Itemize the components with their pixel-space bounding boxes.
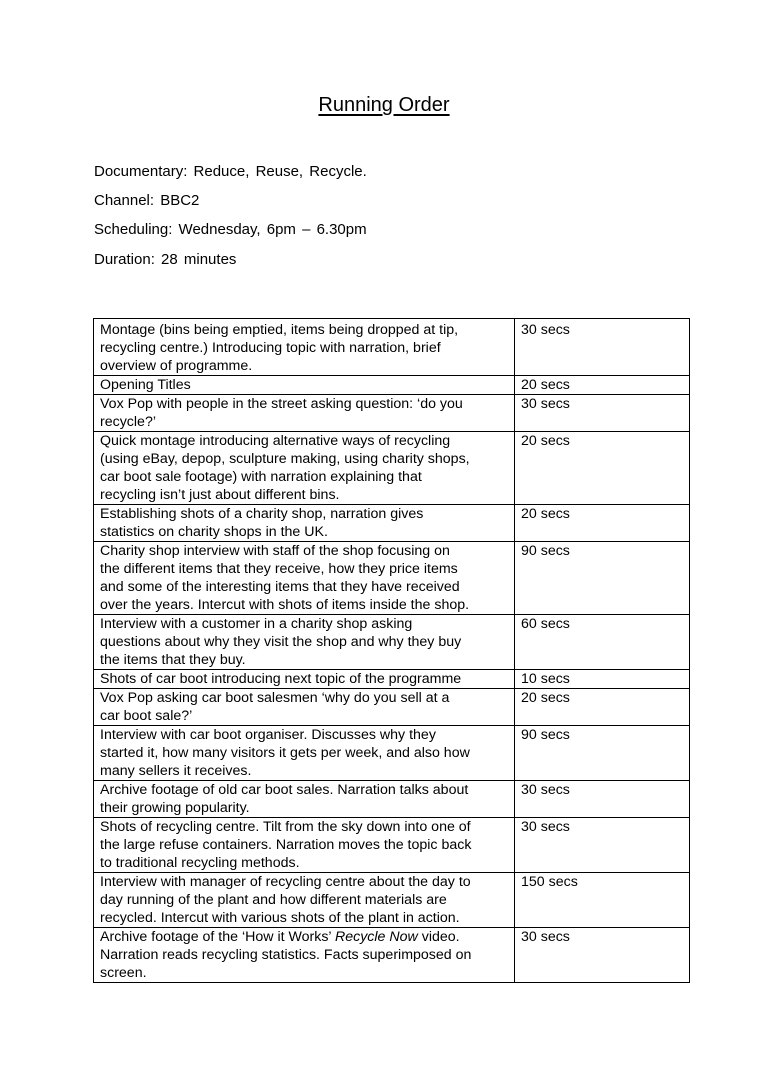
video-title: Recycle Now	[334, 929, 418, 945]
description-line: Archive footage of old car boot sales. Narration talks about	[100, 782, 469, 798]
table-row	[94, 432, 690, 505]
description-line: recycled. Intercut with various shots of the plant in action.	[100, 910, 460, 926]
segment-description	[94, 376, 515, 395]
segment-duration: 30 secs	[515, 319, 690, 376]
segment-duration: 10 secs	[515, 670, 690, 689]
table-row	[94, 670, 690, 689]
description-line: Interview with car boot organiser. Discusses why they	[100, 727, 436, 743]
table-row	[94, 505, 690, 542]
description-line: Interview with manager of recycling centre about the day to	[100, 874, 471, 890]
description-line: Shots of car boot introducing next topic of the programme	[100, 671, 462, 687]
segment-duration: 20 secs	[515, 432, 690, 505]
description-line: Shots of recycling centre. Tilt from the sky down into one of	[100, 819, 471, 835]
segment-description	[94, 818, 515, 873]
description-line: Quick montage introducing alternative ways of recycling	[100, 433, 451, 449]
segment-description	[94, 505, 515, 542]
description-line: car boot sale?’	[100, 708, 193, 724]
description-line	[100, 928, 508, 946]
segment-duration: 30 secs	[515, 818, 690, 873]
segment-duration: 20 secs	[515, 505, 690, 542]
description-line: car boot sale footage) with narration explaining that	[100, 469, 422, 485]
segment-duration: 30 secs	[515, 928, 690, 983]
table-row	[94, 542, 690, 615]
table-row	[94, 319, 690, 376]
description-line: questions about why they visit the shop and why they buy	[100, 634, 462, 650]
segment-duration: 90 secs	[515, 542, 690, 615]
table-row	[94, 928, 690, 983]
description-line: over the years. Intercut with shots of items inside the shop.	[100, 597, 470, 613]
segment-description	[94, 615, 515, 670]
scheduling-line: Scheduling: Wednesday, 6pm – 6.30pm	[94, 221, 367, 238]
segment-duration: 30 secs	[515, 395, 690, 432]
description-line: Vox Pop with people in the street asking question: ‘do you	[100, 396, 463, 412]
description-line: Interview with a customer in a charity shop asking	[100, 616, 413, 632]
segment-description	[94, 928, 515, 983]
documentary-line: Documentary: Reduce, Reuse, Recycle.	[94, 163, 367, 180]
segment-description	[94, 781, 515, 818]
description-line: (using eBay, depop, sculpture making, using charity shops,	[100, 451, 470, 467]
page-title: Running Order	[318, 94, 450, 116]
description-line: the different items that they receive, how they price items	[100, 561, 458, 577]
segment-description	[94, 689, 515, 726]
segment-description	[94, 873, 515, 928]
segment-description	[94, 432, 515, 505]
table-row	[94, 689, 690, 726]
table-row	[94, 376, 690, 395]
description-line: Opening Titles	[100, 377, 191, 393]
description-line: Charity shop interview with staff of the shop focusing on	[100, 543, 450, 559]
running-order-table	[93, 318, 690, 983]
segment-duration: 150 secs	[515, 873, 690, 928]
table-row	[94, 818, 690, 873]
description-line: screen.	[100, 965, 147, 981]
description-line: recycling centre.) Introducing topic with narration, brief	[100, 340, 441, 356]
duration-line: Duration: 28 minutes	[94, 251, 237, 268]
description-text: Archive footage of the ‘How it Works’	[100, 929, 335, 945]
description-line: and some of the interesting items that they have received	[100, 579, 460, 595]
segment-description	[94, 726, 515, 781]
segment-description	[94, 542, 515, 615]
segment-duration: 90 secs	[515, 726, 690, 781]
description-line: the items that they buy.	[100, 652, 246, 668]
table-row	[94, 615, 690, 670]
description-line: statistics on charity shops in the UK.	[100, 524, 328, 540]
description-text: video.	[417, 929, 460, 945]
description-line: Vox Pop asking car boot salesmen ‘why do you sell at a	[100, 690, 450, 706]
description-line: day running of the plant and how different materials are	[100, 892, 447, 908]
table-row	[94, 873, 690, 928]
segment-description	[94, 395, 515, 432]
description-line: the large refuse containers. Narration moves the topic back	[100, 837, 472, 853]
description-line: Montage (bins being emptied, items being dropped at tip,	[100, 322, 459, 338]
description-line: Narration reads recycling statistics. Facts superimposed on	[100, 947, 472, 963]
description-line: to traditional recycling methods.	[100, 855, 300, 871]
segment-duration: 20 secs	[515, 689, 690, 726]
segment-description	[94, 319, 515, 376]
segment-duration: 20 secs	[515, 376, 690, 395]
table-row	[94, 781, 690, 818]
segment-description	[94, 670, 515, 689]
description-line: overview of programme.	[100, 358, 253, 374]
description-line: Establishing shots of a charity shop, narration gives	[100, 506, 424, 522]
table-row	[94, 395, 690, 432]
channel-line: Channel: BBC2	[94, 192, 200, 209]
description-line: recycling isn’t just about different bins.	[100, 487, 340, 503]
description-line: many sellers it receives.	[100, 763, 252, 779]
description-line: started it, how many visitors it gets per week, and also how	[100, 745, 470, 761]
segment-duration: 30 secs	[515, 781, 690, 818]
description-line: recycle?’	[100, 414, 156, 430]
segment-duration: 60 secs	[515, 615, 690, 670]
table-row	[94, 726, 690, 781]
description-line: their growing popularity.	[100, 800, 250, 816]
